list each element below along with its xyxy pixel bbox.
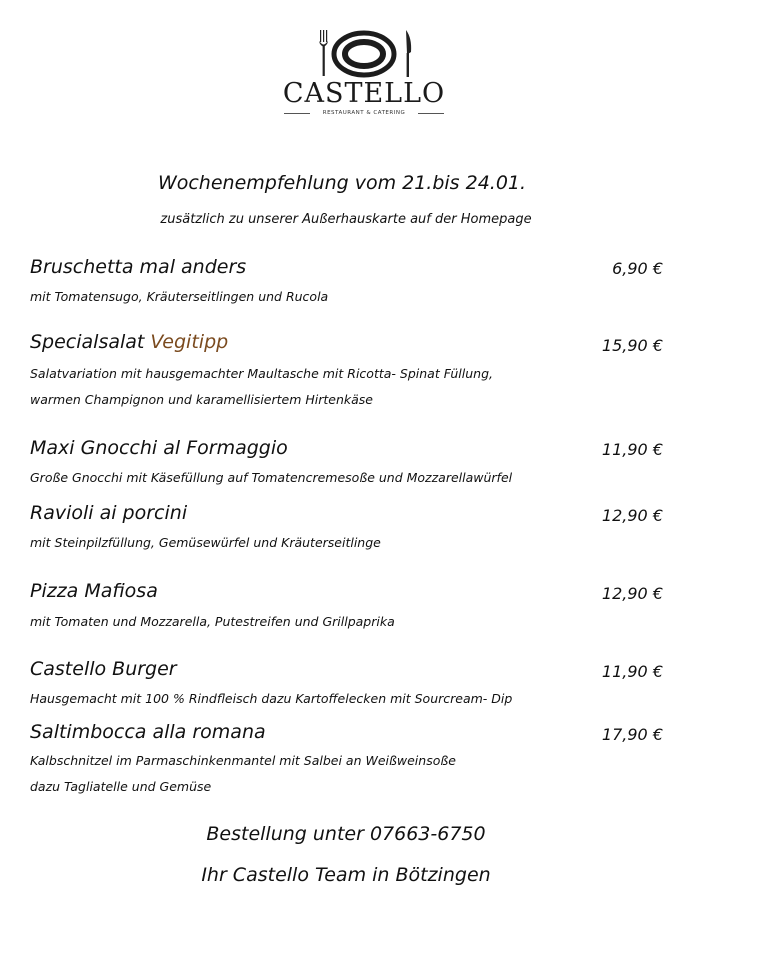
dish-name: Pizza Mafiosa xyxy=(30,580,158,602)
logo-divider-right xyxy=(418,113,444,114)
dish-description: Große Gnocchi mit Käsefüllung auf Tomatencremesoße und Mozzarellawürfel xyxy=(30,470,513,485)
dish-description: warmen Champignon und karamellisiertem Hirtenkäse xyxy=(30,392,373,407)
dish-name-line xyxy=(30,331,228,353)
dish-description: mit Tomatensugo, Kräuterseitlingen und Rucola xyxy=(30,289,329,304)
dish-description: Salatvariation mit hausgemachter Maultasche mit Ricotta- Spinat Füllung, xyxy=(30,366,494,381)
team-signoff: Ihr Castello Team in Bötzingen xyxy=(201,864,491,886)
dish-price: 12,90 € xyxy=(601,506,663,525)
dish-name: Maxi Gnocchi al Formaggio xyxy=(30,437,288,459)
order-phone: Bestellung unter 07663-6750 xyxy=(206,823,486,845)
dish-price: 12,90 € xyxy=(601,584,663,603)
dish-description: Hausgemacht mit 100 % Rindfleisch dazu Kartoffelecken mit Sourcream- Dip xyxy=(30,691,513,706)
menu-headline: Wochenempfehlung vom 21.bis 24.01. xyxy=(157,172,527,194)
dish-description: Kalbschnitzel im Parmaschinkenmantel mit Salbei an Weißweinsoße xyxy=(30,753,456,768)
logo-tagline: RESTAURANT & CATERING xyxy=(322,110,406,116)
logo-wordmark: CASTELLO xyxy=(282,78,446,109)
dish-price: 6,90 € xyxy=(612,259,663,278)
restaurant-logo xyxy=(278,24,450,120)
plate-cutlery-icon xyxy=(278,24,450,80)
dish-description: mit Tomaten und Mozzarella, Putestreifen und Grillpaprika xyxy=(30,614,395,629)
dish-price: 11,90 € xyxy=(601,440,663,459)
dish-name: Castello Burger xyxy=(30,658,177,680)
dish-price: 15,90 € xyxy=(601,336,663,355)
dish-name: Bruschetta mal anders xyxy=(30,256,247,278)
dish-price: 11,90 € xyxy=(601,662,663,681)
dish-name: Saltimbocca alla romana xyxy=(30,721,266,743)
dish-badge-vegitipp: Vegitipp xyxy=(150,331,229,353)
dish-price: 17,90 € xyxy=(601,725,663,744)
dish-description: mit Steinpilzfüllung, Gemüsewürfel und Kräuterseitlinge xyxy=(30,535,381,550)
menu-subline: zusätzlich zu unserer Außerhauskarte auf der Homepage xyxy=(160,212,532,227)
dish-name: Ravioli ai porcini xyxy=(30,502,188,524)
dish-name: Specialsalat xyxy=(30,331,145,353)
dish-description: dazu Tagliatelle und Gemüse xyxy=(30,779,212,794)
